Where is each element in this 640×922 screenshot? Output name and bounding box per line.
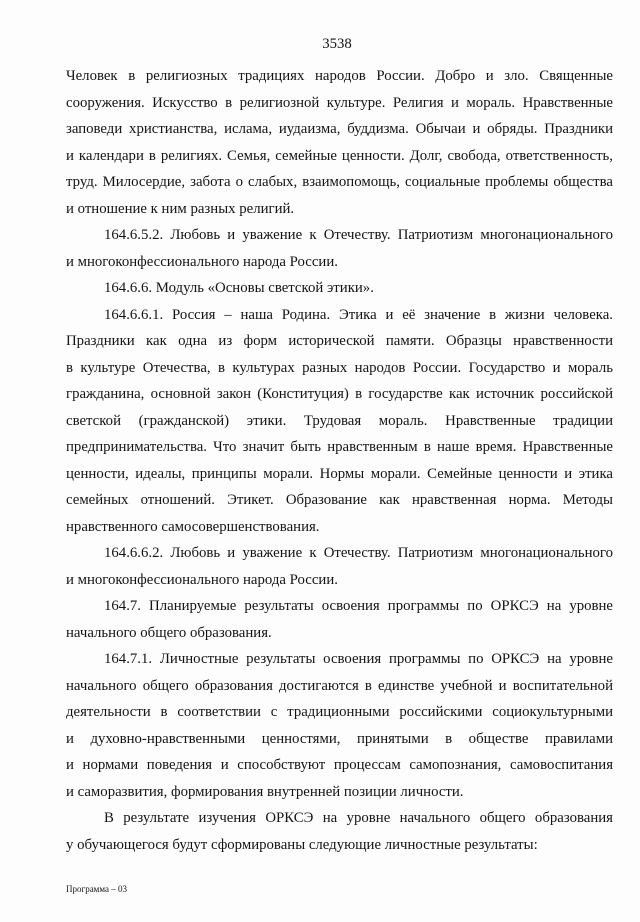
paragraph-164-7 [66,593,613,646]
text-line: и духовно-нравственными ценностями, принятыми в обществе правилами [66,730,613,747]
text-line: заповеди христианства, ислама, иудаизма, буддизма. Обычаи и обряды. Праздники [66,121,613,137]
text-line: 164.6.6. Модуль «Основы светской этики». [104,280,374,296]
paragraph-personal-results [66,805,613,858]
page-number: 3538 [322,36,352,52]
text-line: деятельности в соответствии с традиционными российскими социокультурными [66,704,613,720]
paragraph-164-6-6-heading [66,275,613,302]
text-line: 164.7.1. Личностные результаты освоения программы по ОРКСЭ на уровне [104,651,613,667]
text-line: 164.6.6.1. Россия – наша Родина. Этика и её значение в жизни человека. [104,306,613,323]
text-line: сооружения. Искусство в религиозной культуре. Религия и мораль. Нравственные [66,94,613,111]
text-line: Праздники как одна из форм исторической памяти. Образцы нравственности [66,333,613,349]
text-line: предпринимательства. Что значит быть нравственным в наше время. Нравственные [66,439,613,455]
text-line: Человек в религиозных традициях народов России. Добро и зло. Священные [66,68,613,84]
paragraph-164-6-6-1 [66,302,613,541]
text-line: начального общего образования. [66,624,272,641]
text-line: и календари в религиях. Семья, семейные ценности. Долг, свобода, ответственность, [66,147,613,164]
page-footer: Программа – 03 [66,884,128,894]
text-line: начального общего образования достигаются в единстве учебной и воспитательной [66,677,613,694]
text-line: у обучающегося будут сформированы следующие личностные результаты: [66,836,538,853]
text-line: светской (гражданской) этики. Трудовая мораль. Нравственные традиции [66,412,613,429]
body-text [66,63,613,858]
text-line: гражданина, основной закон (Конституция) в государстве как источник российской [66,386,613,402]
text-line: В результате изучения ОРКСЭ на уровне начального общего образования [104,810,613,826]
text-line: и нормами поведения и способствуют процессам самопознания, самовоспитания [66,757,613,773]
paragraph-164-6-6-2 [66,540,613,593]
text-line: и саморазвития, формирования внутренней позиции личности. [66,783,464,800]
text-line: ценности, идеалы, принципы морали. Нормы морали. Семейные ценности и этика [66,465,613,482]
text-line: 164.6.6.2. Любовь и уважение к Отечеству. Патриотизм многонационального [104,545,613,561]
text-line: и многоконфессионального народа России. [66,253,338,270]
paragraph-164-6-5-2 [66,222,613,275]
text-line: 164.7. Планируемые результаты освоения программы по ОРКСЭ на уровне [104,598,613,614]
paragraph-religious-traditions [66,63,613,222]
text-line: 164.6.5.2. Любовь и уважение к Отечеству. Патриотизм многонационального [104,227,613,243]
text-line: и отношение к ним разных религий. [66,200,295,217]
paragraph-164-7-1 [66,646,613,805]
text-line: труд. Милосердие, забота о слабых, взаимопомощь, социальные проблемы общества [66,174,613,190]
text-line: нравственного самосовершенствования. [66,518,320,535]
text-line: в культуре Отечества, в культурах разных народов России. Государство и мораль [66,359,613,376]
text-line: семейных отношений. Этикет. Образование как нравственная норма. Методы [66,492,613,508]
text-line: и многоконфессионального народа России. [66,571,338,588]
